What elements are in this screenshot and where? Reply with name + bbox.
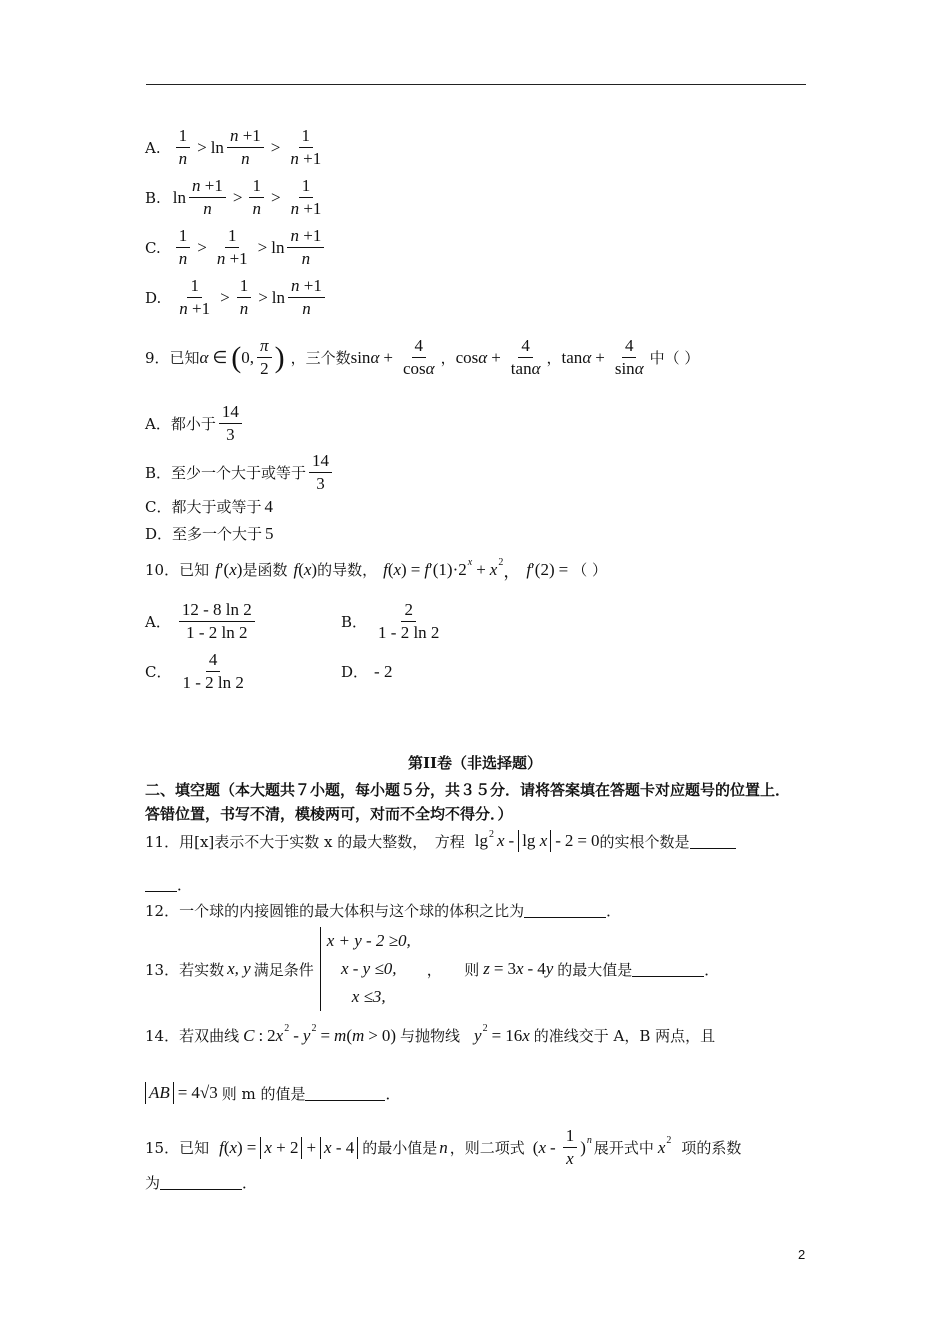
q15-text: ，则二项式 — [449, 1139, 525, 1157]
q10-option-d — [341, 661, 392, 682]
q15-text: 15．已知 — [145, 1139, 210, 1157]
q10-option-a — [145, 600, 258, 643]
q10-equation: f ( x ) = f ′(1)·2 x + x 2 ， — [383, 557, 521, 581]
option-label: A． — [145, 613, 171, 631]
option-label: A. — [145, 138, 161, 157]
option-value: $\frac{2}{1 - 2 \ln 2}$ — [378, 600, 440, 642]
q8-option-d — [145, 276, 328, 319]
q11-text: 的实根个数是 — [599, 832, 690, 851]
option-value: $\frac{14}{3}$ — [309, 451, 332, 494]
q8-option-b — [145, 176, 327, 219]
q15-text: 展开式中 — [593, 1139, 654, 1157]
option-label: B． — [341, 613, 368, 631]
q14-parabola: y 2 = 16 x — [474, 1023, 530, 1045]
q9-number: 9．已知 — [145, 349, 200, 367]
q11-text: 11．用[x]表示不大于实数 x 的最大整数， 方程 — [145, 832, 465, 851]
question-10 — [145, 557, 607, 582]
option-label: D. — [145, 288, 162, 307]
q13-vars: x, y — [227, 959, 251, 978]
q15-binomial: ( x - $\frac{1}{x}$ ) n — [532, 1126, 592, 1168]
q14-text: 与抛物线 — [400, 1027, 461, 1045]
q15-text: 为 — [145, 1174, 161, 1192]
q12-text: 12．一个球的内接圆锥的最大体积与这个球的体积之比为 — [145, 902, 525, 920]
q12-end: ． — [606, 902, 622, 920]
option-label: C. — [145, 238, 161, 257]
q15-text: 项的系数 — [681, 1139, 742, 1157]
q9-option-d — [145, 523, 274, 544]
question-12 — [145, 900, 621, 921]
condition: x ≤3, — [351, 987, 386, 1006]
math-expr: $\frac{1}{n}$ > ln $\frac{n +1}{n}$ > $\frac{1}{n +1}$ — [173, 126, 328, 169]
q9-expr-1: sin α + $\frac{4}{\cos\alpha}$ — [350, 336, 435, 378]
q10-end: （ ） — [572, 561, 607, 579]
q14-hyperbola: C : 2 x 2 - y 2 = m ( m > 0) — [243, 1023, 397, 1045]
q15-n: n — [439, 1137, 448, 1157]
option-value: 4 — [264, 496, 273, 516]
option-label: D．至多一个大于 — [145, 525, 263, 543]
math-expr: $\frac{1}{n +1}$ > $\frac{1}{n}$ > ln $\frac{n +1}{n}$ — [173, 276, 328, 319]
math-expr: $\frac{1}{n}$ > $\frac{1}{n +1}$ > ln $\frac{n +1}{n}$ — [173, 226, 328, 269]
q11-answer-blank[interactable] — [690, 834, 736, 849]
question-15 — [145, 1126, 741, 1169]
q13-text: 的最大值是 — [557, 960, 633, 979]
q12-answer-blank[interactable] — [524, 903, 606, 918]
q10-text: 是函数 — [242, 561, 288, 579]
option-value: $\frac{12 - 8 \ln 2}{1 - 2 \ln 2}$ — [179, 600, 255, 643]
q9-comma: ， — [546, 349, 562, 367]
q15-function: f ( x ) = x + 2 + x - 4 — [219, 1137, 358, 1159]
option-value: - 2 — [374, 661, 393, 681]
section-title: 第II卷（非选择题） — [407, 754, 543, 772]
q9-expr-3: tan α + $\frac{4}{\sin\alpha}$ — [561, 336, 644, 378]
header-rule — [146, 84, 806, 85]
q8-option-a — [145, 126, 327, 169]
condition: x - y ≤0, — [340, 959, 397, 978]
q9-end: 中（ ） — [649, 349, 700, 367]
option-value: $\frac{4}{1 - 2 \ln 2}$ — [182, 650, 244, 692]
q9-domain: α ∈ ( 0, $\frac{\pi}{2}$ ) — [199, 336, 285, 378]
q13-answer-blank[interactable] — [632, 962, 704, 977]
option-label: A．都小于 — [145, 415, 216, 433]
option-label: D． — [341, 663, 369, 681]
section-instruction-2: 答错位置，书写不清，模棱两可，对而不全均不得分．） — [145, 805, 513, 823]
q15-text: 的最小值是 — [362, 1139, 438, 1157]
q14-text: 14．若双曲线 — [145, 1027, 240, 1045]
q13-objective: z = 3 x - 4 y — [483, 959, 554, 978]
question-13 — [145, 927, 719, 1011]
condition: x + y - 2 ≥0, — [326, 931, 411, 950]
option-value: $\frac{14}{3}$ — [219, 402, 242, 445]
q11-equation: lg 2 x - lg x - 2 = 0 — [474, 828, 600, 850]
q11-end: ． — [177, 876, 193, 894]
q9-comma: ， — [440, 349, 456, 367]
q13-end: ． — [704, 960, 720, 979]
q10-f: f ( x ) — [293, 559, 318, 579]
q13-conditions — [320, 927, 411, 1011]
q11-answer-blank-cont[interactable] — [145, 877, 177, 892]
q9-expr-2: cos α + $\frac{4}{\tan\alpha}$ — [455, 336, 541, 378]
option-label: C． — [145, 663, 172, 681]
q8-option-c — [145, 226, 327, 269]
section-instruction-1: 二、填空题（本大题共７小题，每小题５分，共３５分．请将答案填在答题卡对应题号的位置上． — [145, 781, 791, 799]
math-expr: ln $\frac{n +1}{n}$ > $\frac{1}{n}$ > $\frac{1}{n +1}$ — [172, 176, 322, 218]
q14-text: 则 m 的值是 — [221, 1084, 306, 1103]
q13-text: ， 则 — [426, 960, 480, 979]
question-9 — [145, 336, 699, 379]
q14-condition: AB = 4√3 — [145, 1082, 218, 1104]
q9-text: ，三个数 — [290, 349, 351, 367]
q15-answer-blank[interactable] — [160, 1175, 242, 1190]
q9-option-b — [145, 451, 335, 494]
q9-option-a — [145, 402, 245, 445]
question-14 — [145, 1025, 715, 1046]
q9-option-c — [145, 496, 273, 517]
question-14-line2 — [145, 1082, 401, 1104]
q14-text: 的准线交于 A，B 两点，且 — [533, 1027, 716, 1045]
option-label: B. — [145, 188, 161, 207]
question-15-line2 — [145, 1172, 257, 1193]
q14-end: ． — [385, 1084, 401, 1103]
option-label: B．至少一个大于或等于 — [145, 464, 307, 482]
q14-answer-blank[interactable] — [305, 1086, 385, 1101]
q10-number: 10．已知 — [145, 561, 210, 579]
q10-option-c — [145, 650, 250, 693]
q15-end: ． — [242, 1174, 258, 1192]
q10-option-b — [341, 600, 445, 643]
q10-text: 的导数， — [317, 561, 378, 579]
q15-term: x 2 — [657, 1135, 672, 1157]
q11-continuation — [145, 874, 192, 895]
q13-text: 13．若实数 — [145, 960, 225, 979]
page-number: 2 — [798, 1247, 806, 1262]
option-label: C．都大于或等于 — [145, 498, 262, 516]
q13-text: 满足条件 — [253, 960, 314, 979]
question-11 — [145, 830, 736, 852]
q10-fprime: f ′( x ) — [215, 559, 243, 579]
option-value: 5 — [265, 523, 274, 543]
q10-target: f ′(2) = — [526, 559, 569, 579]
